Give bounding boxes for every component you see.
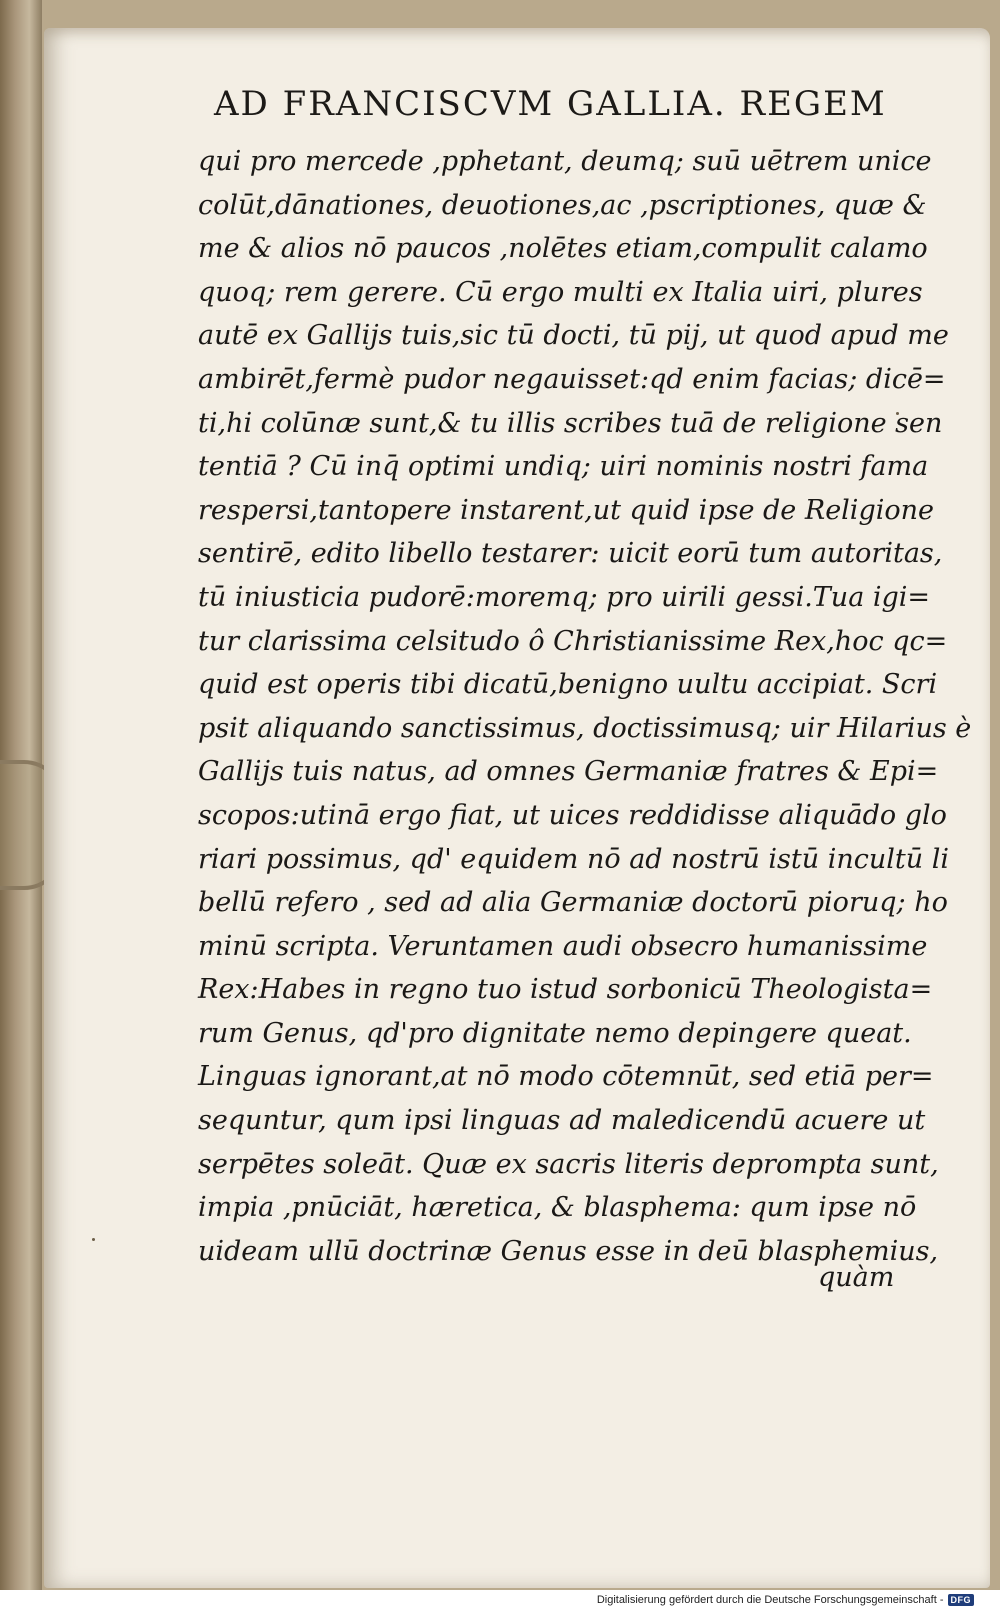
text-line: Rex:Habes in regno tuo istud sorbonicū Theologista= [198, 974, 933, 1006]
dfg-logo: DFG [948, 1594, 975, 1606]
text-line: serpētes soleāt. Quæ ex sacris literis deprompta sunt, [198, 1148, 939, 1180]
text-line: tur clarissima celsitudo ô Christianissime Rex,hoc qc= [198, 625, 948, 657]
text-line: quid est operis tibi dicatū,benigno uultu accipiat. Scri [198, 669, 938, 701]
text-line: colūt,dānationes, deuotiones,ac ,pscriptiones, quæ & [198, 189, 927, 221]
text-line: rum Genus, qd'pro dignitate nemo depingere queat. [198, 1017, 912, 1049]
text-line: ambirēt,fermè pudor negauisset:qd enim facias; dicē= [198, 363, 946, 395]
text-line: Linguas ignorant,at nō modo cōtemnūt, sed etiā per= [198, 1061, 934, 1093]
text-line: ti,hi colūnæ sunt,& tu illis scribes tuā de religione sen [198, 407, 943, 439]
text-line: respersi,tantopere instarent,ut quid ipse de Religione [198, 494, 934, 526]
digitization-credit [597, 1594, 974, 1606]
text-line: minū scripta. Veruntamen audi obsecro humanissime [198, 930, 928, 962]
text-line: uideam ullū doctrinæ Genus esse in deū blasphemius, [198, 1235, 939, 1267]
text-line: tū iniusticia pudorē:moremq; pro uirili gessi.Tua igi= [198, 581, 931, 613]
text-line: psit aliquando sanctissimus, doctissimusq; uir Hilarius è [198, 712, 972, 744]
text-line: riari possimus, qd' equidem nō ad nostrū istū incultū li [198, 843, 949, 875]
text-line: me & alios nō paucos ,nolētes etiam,compulit calamo [198, 233, 928, 265]
text-line: impia ,pnūciāt, hæretica, & blasphema: qum ipse nō [198, 1192, 917, 1224]
text-line: sequntur, qum ipsi linguas ad maledicendū acuere ut [198, 1105, 926, 1137]
text-line: tentiā ? Cū inq̄ optimi undiq; uiri nominis nostri fama [198, 451, 929, 483]
text-line: bellū refero , sed ad alia Germaniæ doctorū pioruq; ho [198, 887, 948, 919]
body-text [198, 140, 972, 1273]
credit-text: Digitalisierung gefördert durch die Deutsche Forschungsgemeinschaft - [596, 1594, 944, 1606]
text-line: quoq; rem gerere. Cū ergo multi ex Italia uiri, plures [198, 276, 923, 308]
text-line: Gallijs tuis natus, ad omnes Germaniæ fratres & Epi= [198, 756, 939, 788]
catchword: quàm [818, 1262, 895, 1293]
text-line: qui pro mercede ,pphetant, deumq; suū uētrem unice [198, 146, 932, 177]
running-head: AD FRANCISCVM GALLIA. REGEM [214, 84, 887, 124]
text-line: sentirē, edito libello testarer: uicit eorū tum autoritas, [198, 538, 943, 570]
ink-speck [92, 1238, 95, 1241]
text-line: scopos:utinā ergo fiat, ut uices reddidisse aliquādo glo [198, 799, 947, 831]
text-line: autē ex Gallijs tuis,sic tū docti, tū pij, ut quod apud me [198, 320, 949, 352]
